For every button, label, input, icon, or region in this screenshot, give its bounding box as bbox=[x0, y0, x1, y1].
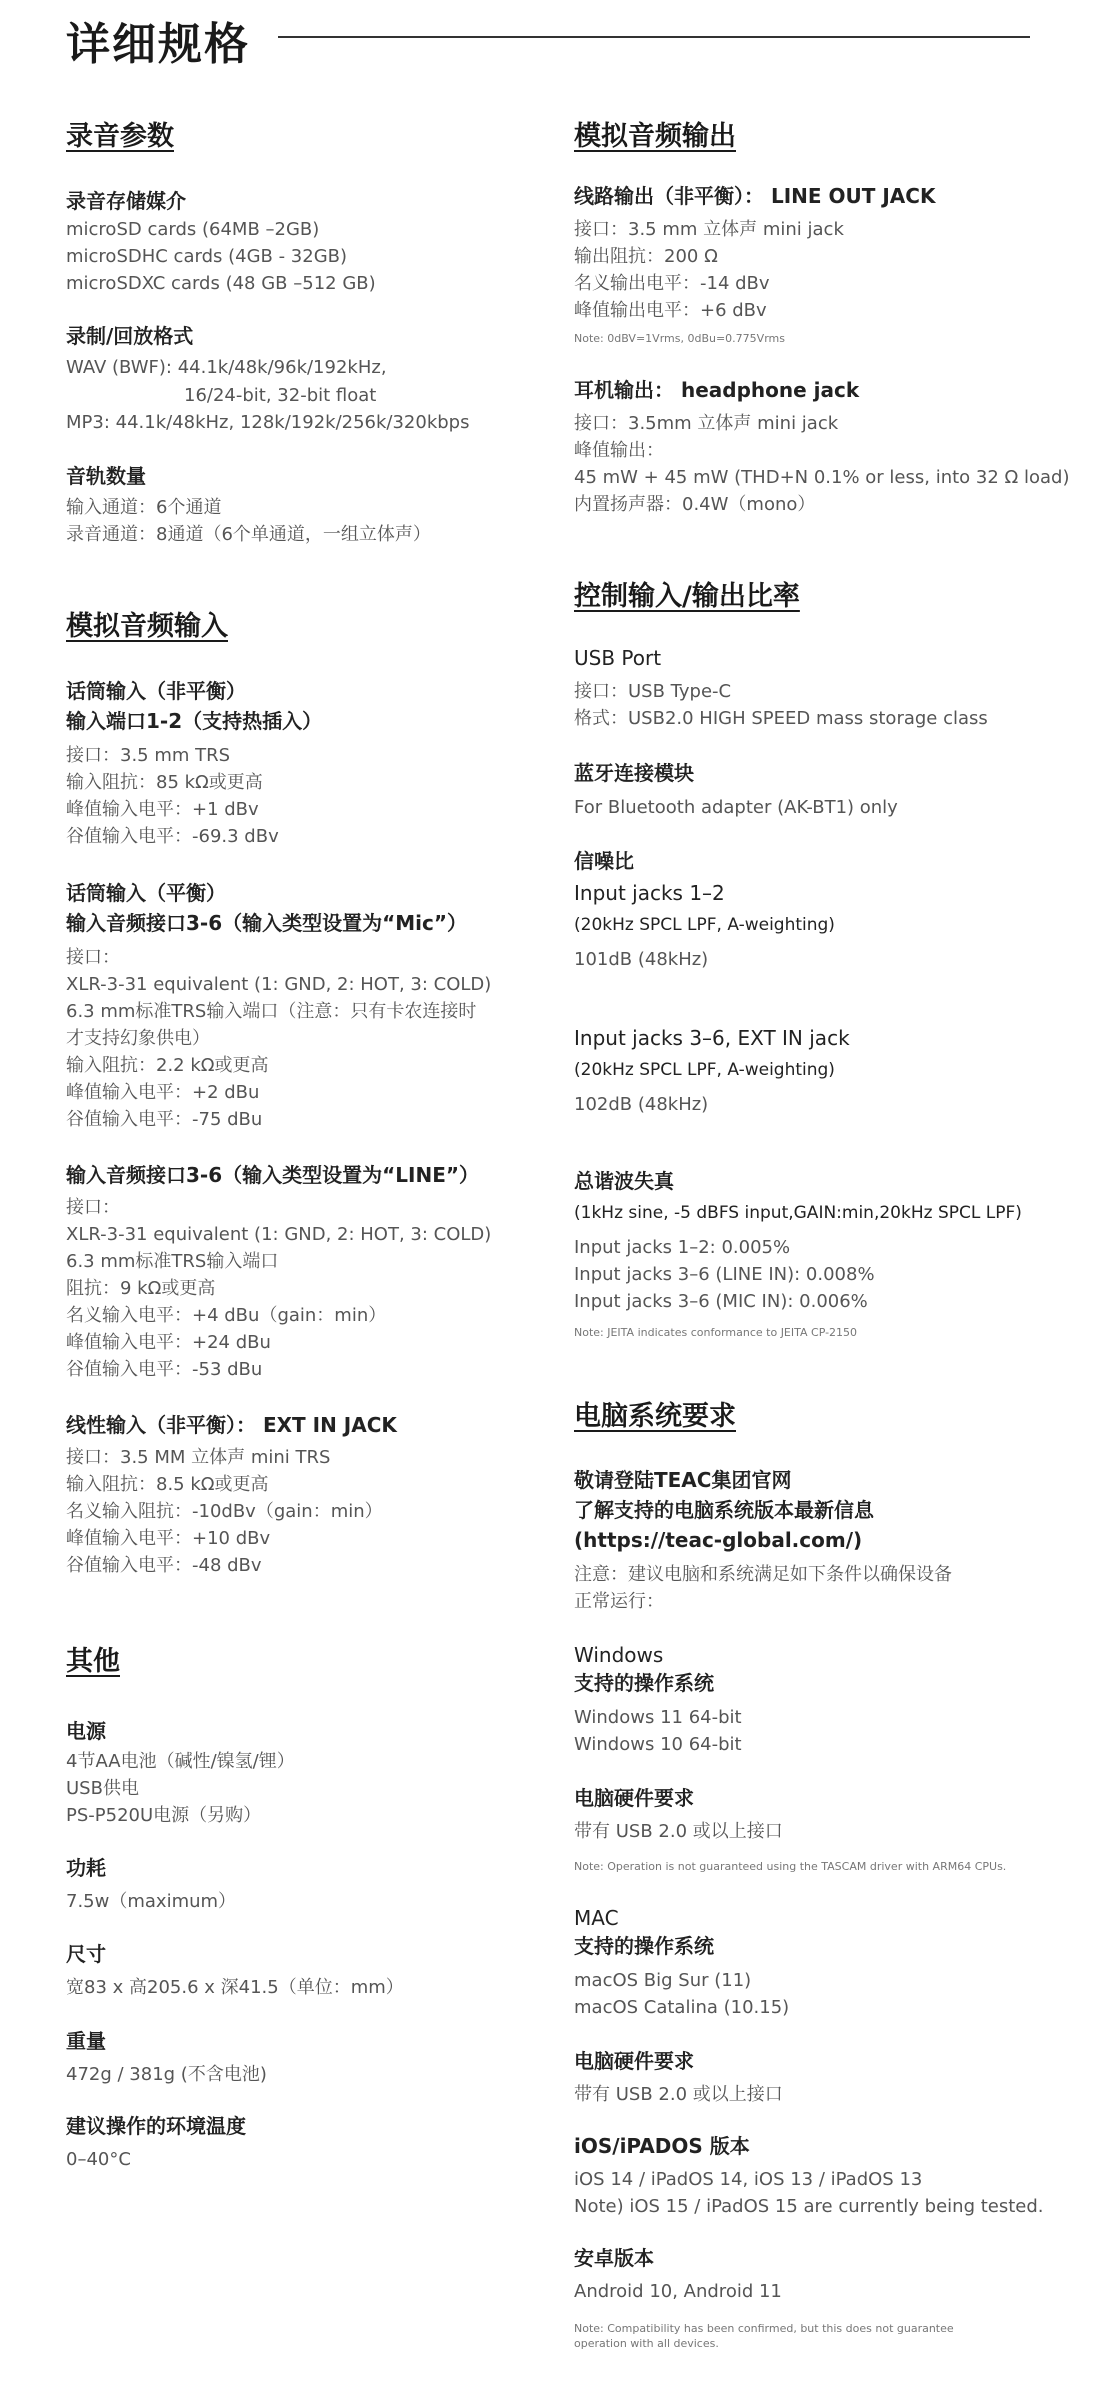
spec-line: 名义输入电平：+4 dBu（gain：min） bbox=[66, 1305, 387, 1326]
thd-note: Note: JEITA indicates conformance to JEITA CP-2150 bbox=[574, 1326, 858, 1339]
section-heading-control: 控制输入/输出比率 bbox=[574, 581, 800, 612]
windows-note: Note: Operation is not guaranteed using the TASCAM driver with ARM64 CPUs. bbox=[574, 1860, 1007, 1873]
spec-line: 接口：3.5 MM 立体声 mini TRS bbox=[66, 1447, 331, 1468]
visit-line: 敬请登陆TEAC集团官网 bbox=[574, 1468, 792, 1492]
spec-line: 输入阻抗：2.2 kΩ或更高 bbox=[66, 1055, 269, 1076]
spec-line: 阻抗：9 kΩ或更高 bbox=[66, 1278, 216, 1299]
spec-line: 接口： bbox=[66, 1197, 120, 1218]
format-line: 16/24-bit, 32-bit float bbox=[184, 385, 377, 406]
android-title: 安卓版本 bbox=[574, 2246, 654, 2270]
windows-os: Windows 11 64-bit bbox=[574, 1707, 742, 1728]
mac-os-title: 支持的操作系统 bbox=[574, 1934, 714, 1958]
spec-line: Input jacks 3–6 (MIC IN): 0.006% bbox=[574, 1291, 868, 1312]
spec-line: 名义输入阻抗：-10dBv（gain：min） bbox=[66, 1501, 383, 1522]
spec-line: Input jacks 3–6 (LINE IN): 0.008% bbox=[574, 1264, 875, 1285]
advice-line: 正常运行： bbox=[574, 1591, 664, 1612]
line-in-title: 输入音频接口3-6（输入类型设置为“LINE”） bbox=[66, 1163, 480, 1187]
mac-os: macOS Catalina (10.15) bbox=[574, 1997, 790, 2018]
spec-line: 名义输出电平：-14 dBv bbox=[574, 273, 770, 294]
compat-note: operation with all devices. bbox=[574, 2337, 719, 2350]
consumption-title: 功耗 bbox=[66, 1856, 106, 1880]
snr2-title: Input jacks 3–6, EXT IN jack bbox=[574, 1026, 850, 1050]
spec-line: 峰值输入电平：+24 dBu bbox=[66, 1332, 271, 1353]
windows-hw-title: 电脑硬件要求 bbox=[574, 1786, 694, 1810]
section-heading-analog-in: 模拟音频输入 bbox=[66, 611, 228, 642]
title-divider bbox=[278, 36, 1030, 38]
windows-os-title: 支持的操作系统 bbox=[574, 1671, 714, 1695]
spec-line: 6.3 mm标准TRS输入端口（注意：只有卡农连接时 bbox=[66, 1001, 477, 1022]
spec-line: Input jacks 1–2: 0.005% bbox=[574, 1237, 791, 1258]
mac-hw: 带有 USB 2.0 或以上接口 bbox=[574, 2084, 783, 2105]
weight-title: 重量 bbox=[66, 2029, 106, 2053]
advice-line: 注意：建议电脑和系统满足如下条件以确保设备 bbox=[574, 1564, 952, 1585]
thd-title: 总谐波失真 bbox=[574, 1169, 674, 1193]
mac-os: macOS Big Sur (11) bbox=[574, 1970, 752, 1991]
spec-line: 峰值输入电平：+1 dBv bbox=[66, 799, 259, 820]
spec-line: 45 mW + 45 mW (THD+N 0.1% or less, into 32 Ω load) bbox=[574, 467, 1070, 488]
snr1-value: 101dB (48kHz) bbox=[574, 949, 709, 970]
windows-os: Windows 10 64-bit bbox=[574, 1734, 742, 1755]
spec-line: 接口：USB Type-C bbox=[574, 681, 732, 702]
section-heading-recording: 录音参数 bbox=[66, 121, 174, 152]
mac-hw-title: 电脑硬件要求 bbox=[574, 2049, 694, 2073]
mac-title: MAC bbox=[574, 1906, 619, 1930]
spec-line: 峰值输入电平：+10 dBv bbox=[66, 1528, 271, 1549]
page-title: 详细规格 bbox=[66, 19, 250, 70]
ios-line: iOS 14 / iPadOS 14, iOS 13 / iPadOS 13 bbox=[574, 2169, 923, 2190]
compat-note: Note: Compatibility has been confirmed, but this does not guarantee bbox=[574, 2322, 954, 2335]
media-line: microSDXC cards (48 GB –512 GB) bbox=[66, 273, 376, 294]
media-line: microSDHC cards (4GB - 32GB) bbox=[66, 246, 348, 267]
spec-line: 峰值输入电平：+2 dBu bbox=[66, 1082, 260, 1103]
spec-line: 谷值输入电平：-75 dBu bbox=[66, 1109, 263, 1130]
ios-title: iOS/iPADOS 版本 bbox=[574, 2134, 750, 2158]
headphone-title: 耳机输出： headphone jack bbox=[574, 378, 860, 402]
spec-line: 输入阻抗：8.5 kΩ或更高 bbox=[66, 1474, 269, 1495]
spec-line: XLR-3-31 equivalent (1: GND, 2: HOT, 3: COLD) bbox=[66, 1224, 492, 1245]
spec-line: 谷值输入电平：-53 dBu bbox=[66, 1359, 263, 1380]
format-title: 录制/回放格式 bbox=[66, 324, 194, 348]
spec-line: 6.3 mm标准TRS输入端口 bbox=[66, 1251, 279, 1272]
spec-line: 接口：3.5 mm 立体声 mini jack bbox=[574, 219, 844, 240]
media-title: 录音存储媒介 bbox=[66, 189, 186, 213]
section-heading-analog-out: 模拟音频输出 bbox=[574, 121, 736, 152]
snr2-condition: (20kHz SPCL LPF, A-weighting) bbox=[574, 1060, 835, 1080]
thd-condition: (1kHz sine, -5 dBFS input,GAIN:min,20kHz SPCL LPF) bbox=[574, 1203, 1022, 1223]
mic-bal-subtitle: 输入音频接口3-6（输入类型设置为“Mic”） bbox=[66, 911, 468, 935]
mic-unbal-subtitle: 输入端口1-2（支持热插入） bbox=[66, 709, 323, 733]
snr1-title: Input jacks 1–2 bbox=[574, 881, 725, 905]
media-line: microSD cards (64MB –2GB) bbox=[66, 219, 320, 240]
section-heading-pc: 电脑系统要求 bbox=[574, 1401, 736, 1432]
line-out-title: 线路输出（非平衡）： LINE OUT JACK bbox=[574, 184, 936, 208]
spec-line: 接口： bbox=[66, 947, 120, 968]
format-line: WAV (BWF): 44.1k/48k/96k/192kHz, bbox=[66, 357, 387, 378]
ios-line: Note) iOS 15 / iPadOS 15 are currently being tested. bbox=[574, 2196, 1044, 2217]
spec-line: 接口：3.5 mm TRS bbox=[66, 745, 231, 766]
android-value: Android 10, Android 11 bbox=[574, 2281, 782, 2302]
temp-title: 建议操作的环境温度 bbox=[66, 2114, 246, 2138]
snr1-condition: (20kHz SPCL LPF, A-weighting) bbox=[574, 915, 835, 935]
spec-line: 接口：3.5mm 立体声 mini jack bbox=[574, 413, 839, 434]
spec-line: 内置扬声器：0.4W（mono） bbox=[574, 494, 816, 515]
snr2-value: 102dB (48kHz) bbox=[574, 1094, 709, 1115]
spec-line: 才支持幻象供电） bbox=[66, 1028, 210, 1049]
spec-line: 输出阻抗：200 Ω bbox=[574, 246, 718, 267]
spec-line: 峰值输出电平：+6 dBv bbox=[574, 300, 767, 321]
spec-line: 输入阻抗：85 kΩ或更高 bbox=[66, 772, 263, 793]
mic-bal-title: 话筒输入（平衡） bbox=[66, 881, 226, 905]
spec-line: 谷值输入电平：-69.3 dBv bbox=[66, 826, 279, 847]
ext-in-title: 线性输入（非平衡）： EXT IN JACK bbox=[66, 1413, 397, 1437]
power-title: 电源 bbox=[66, 1719, 106, 1743]
power-line: 4节AA电池（碱性/镍氢/锂） bbox=[66, 1751, 295, 1772]
spec-line: 格式：USB2.0 HIGH SPEED mass storage class bbox=[574, 708, 988, 729]
tracks-line: 输入通道：6个通道 bbox=[66, 497, 222, 518]
line-out-note: Note: 0dBV=1Vrms, 0dBu=0.775Vrms bbox=[574, 332, 785, 345]
spec-line: XLR-3-31 equivalent (1: GND, 2: HOT, 3: COLD) bbox=[66, 974, 492, 995]
tracks-line: 录音通道：8通道（6个单通道，一组立体声） bbox=[66, 524, 431, 545]
size-title: 尺寸 bbox=[66, 1942, 106, 1966]
spec-line: 峰值输出： bbox=[574, 440, 664, 461]
weight-value: 472g / 381g (不含电池) bbox=[66, 2064, 267, 2085]
visit-line: 了解支持的电脑系统版本最新信息 bbox=[574, 1498, 874, 1522]
power-line: USB供电 bbox=[66, 1778, 139, 1799]
size-value: 宽83 x 高205.6 x 深41.5（单位：mm） bbox=[66, 1977, 404, 1998]
windows-title: Windows bbox=[574, 1643, 664, 1667]
format-line: MP3: 44.1k/48kHz, 128k/192k/256k/320kbps bbox=[66, 412, 470, 433]
bluetooth-title: 蓝牙连接模块 bbox=[574, 761, 694, 785]
temp-value: 0–40°C bbox=[66, 2149, 131, 2170]
power-line: PS-P520U电源（另购） bbox=[66, 1805, 262, 1826]
windows-hw: 带有 USB 2.0 或以上接口 bbox=[574, 1821, 783, 1842]
snr-title: 信噪比 bbox=[574, 849, 634, 873]
usb-title: USB Port bbox=[574, 646, 662, 670]
bluetooth-value: For Bluetooth adapter (AK-BT1) only bbox=[574, 797, 898, 818]
section-heading-other: 其他 bbox=[66, 1646, 120, 1677]
visit-url: (https://teac-global.com/) bbox=[574, 1528, 863, 1552]
tracks-title: 音轨数量 bbox=[66, 464, 146, 488]
consumption-value: 7.5w（maximum） bbox=[66, 1891, 237, 1912]
mic-unbal-title: 话筒输入（非平衡） bbox=[66, 679, 246, 703]
spec-line: 谷值输入电平：-48 dBv bbox=[66, 1555, 262, 1576]
